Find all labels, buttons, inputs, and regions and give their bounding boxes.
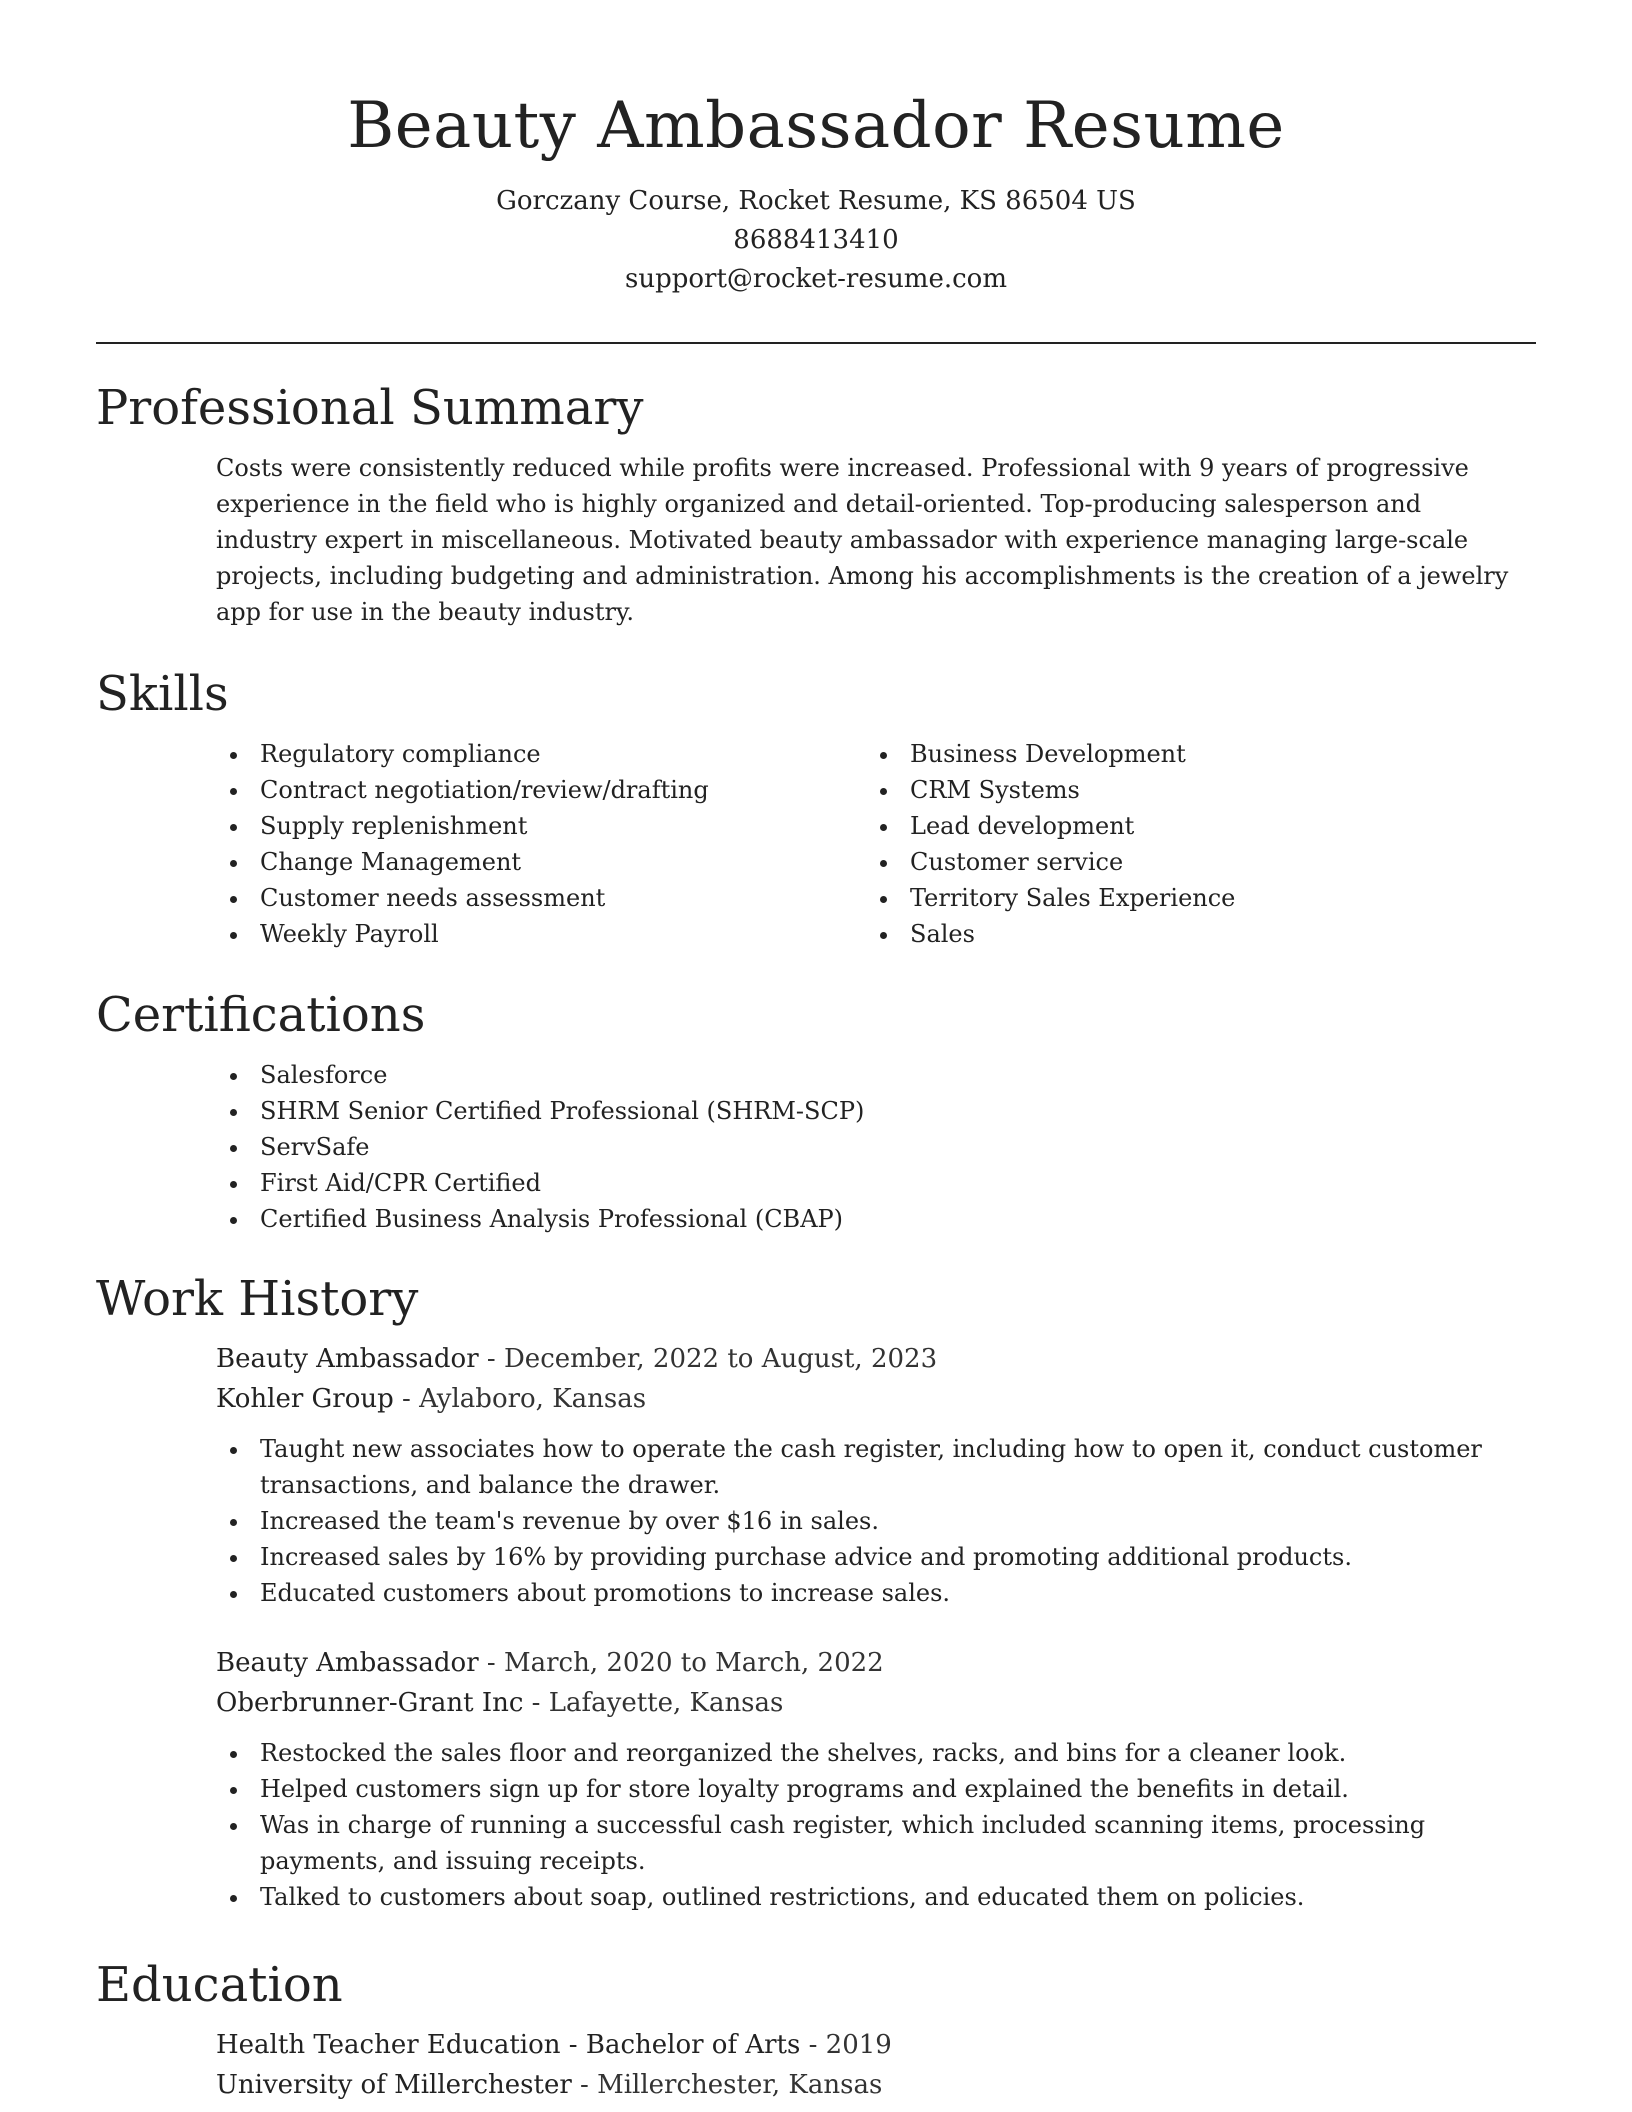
summary-section <box>96 378 1536 630</box>
job-duty-item: Increased sales by 16% by providing purchase advice and promoting additional products. <box>216 1539 1526 1575</box>
skill-item: Sales <box>866 916 1516 952</box>
skill-item: Change Management <box>216 844 866 880</box>
skill-item: Customer service <box>866 844 1516 880</box>
education-entry <box>216 2025 1526 2105</box>
education-year: - 2019 <box>800 2030 892 2060</box>
job-duties <box>216 1735 1526 1915</box>
job-location: - Aylaboro, Kansas <box>393 1384 647 1414</box>
job-dates: - March, 2020 to March, 2022 <box>478 1648 884 1678</box>
summary-heading: Professional Summary <box>96 380 644 436</box>
summary-text: Costs were consistently reduced while profits were increased. Professional with 9 years of progressive experience in the field who is highly organized and detail-oriented. Top-producing salesperson and industry expert in miscellaneous. Motivated beauty ambassador with experience managing large-scale projects, including budgeting and administration. Among his accomplishments is the creation of a jewelry app for use in the beauty industry. <box>216 454 1509 626</box>
skill-item: Contract negotiation/review/drafting <box>216 772 866 808</box>
education-heading: Education <box>96 1957 343 2013</box>
skills-column-left <box>216 736 866 952</box>
job-company-line <box>216 1379 1526 1419</box>
certification-item: Salesforce <box>216 1057 1526 1093</box>
job-company: Oberbrunner-Grant Inc <box>216 1688 524 1718</box>
education-school: University of Millerchester <box>216 2070 572 2100</box>
skill-item: Territory Sales Experience <box>866 880 1516 916</box>
certification-item: ServSafe <box>216 1129 1526 1165</box>
job-title-line <box>216 1643 1526 1683</box>
education-degree-line <box>216 2025 1526 2065</box>
education-section <box>96 1955 1536 2105</box>
education-degree: - Bachelor of Arts <box>560 2030 801 2060</box>
contact-address: Gorczany Course, Rocket Resume, KS 86504 US <box>496 186 1136 216</box>
certifications-list <box>216 1057 1526 1237</box>
job-duty-item: Restocked the sales floor and reorganized the shelves, racks, and bins for a cleaner look. <box>216 1735 1526 1771</box>
skill-item: Customer needs assessment <box>216 880 866 916</box>
education-location: - Millerchester, Kansas <box>571 2070 883 2100</box>
contact-email: support@rocket-resume.com <box>624 264 1007 294</box>
job-duty-item: Talked to customers about soap, outlined restrictions, and educated them on policies. <box>216 1879 1526 1915</box>
certification-item: SHRM Senior Certified Professional (SHRM-SCP) <box>216 1093 1526 1129</box>
job-title-line <box>216 1339 1526 1379</box>
work-history-section <box>96 1269 1536 1915</box>
job-duty-item: Helped customers sign up for store loyalty programs and explained the benefits in detail. <box>216 1771 1526 1807</box>
job-location: - Lafayette, Kansas <box>523 1688 784 1718</box>
contact-phone: 8688413410 <box>733 225 899 255</box>
certification-item: First Aid/CPR Certified <box>216 1165 1526 1201</box>
job-dates: - December, 2022 to August, 2023 <box>478 1344 938 1374</box>
job-title: Beauty Ambassador <box>216 1344 479 1374</box>
skills-section <box>96 664 1536 952</box>
certifications-heading: Certifications <box>96 987 426 1043</box>
job-duty-item: Was in charge of running a successful cash register, which included scanning items, processing payments, and issuing receipts. <box>216 1807 1526 1879</box>
skill-item: Lead development <box>866 808 1516 844</box>
skill-item: Regulatory compliance <box>216 736 866 772</box>
resume-title: Beauty Ambassador Resume <box>347 89 1285 163</box>
contact-block <box>0 182 1632 299</box>
skills-heading: Skills <box>96 666 229 722</box>
certification-item: Certified Business Analysis Professional (CBAP) <box>216 1201 1526 1237</box>
skill-item: Business Development <box>866 736 1516 772</box>
job-duty-item: Increased the team's revenue by over $16 in sales. <box>216 1503 1526 1539</box>
job-entry <box>216 1643 1526 1915</box>
skill-item: Weekly Payroll <box>216 916 866 952</box>
education-field: Health Teacher Education <box>216 2030 561 2060</box>
skills-column-right <box>866 736 1516 952</box>
job-duty-item: Taught new associates how to operate the cash register, including how to open it, conduct customer transactions, and balance the drawer. <box>216 1431 1526 1503</box>
work-history-heading: Work History <box>96 1271 419 1327</box>
job-company: Kohler Group <box>216 1384 394 1414</box>
skill-item: Supply replenishment <box>216 808 866 844</box>
job-title: Beauty Ambassador <box>216 1648 479 1678</box>
resume-header <box>0 0 1632 299</box>
header-divider <box>96 342 1536 344</box>
job-company-line <box>216 1683 1526 1723</box>
job-duty-item: Educated customers about promotions to increase sales. <box>216 1575 1526 1611</box>
education-school-line <box>216 2065 1526 2105</box>
skills-grid <box>216 736 1526 952</box>
skill-item: CRM Systems <box>866 772 1516 808</box>
certifications-section <box>96 985 1536 1237</box>
job-duties <box>216 1431 1526 1611</box>
job-entry <box>216 1339 1526 1611</box>
